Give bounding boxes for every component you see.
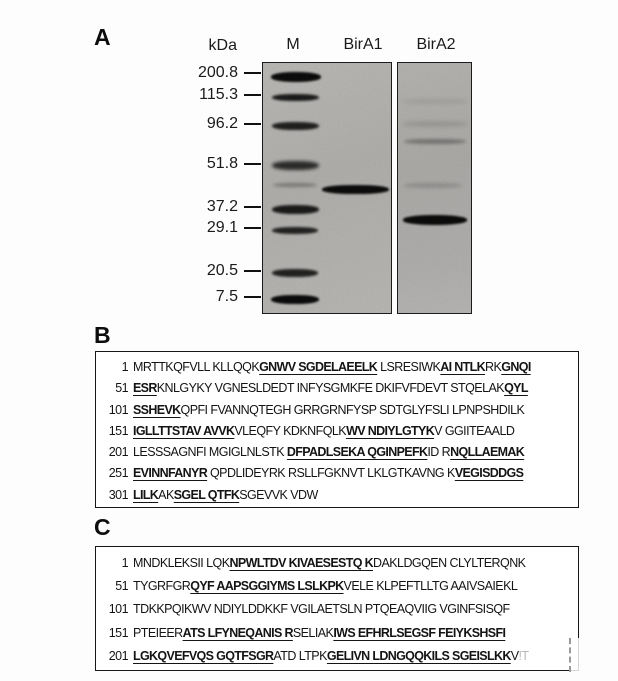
gel-band-bira2 — [402, 121, 468, 127]
sequence-segment: LSRESIWK — [377, 360, 441, 374]
sequence-text — [133, 485, 574, 506]
peptide-segment-underlined: LGKQVEFVQS GQTFSGR — [133, 648, 274, 663]
sequence-text — [133, 622, 574, 645]
marker-tick — [244, 206, 261, 208]
sequence-line — [102, 463, 574, 484]
panel-a-label: A — [94, 24, 111, 50]
residue-number: 251 — [108, 466, 128, 481]
sequence-segment: RK — [485, 360, 502, 374]
marker-row — [150, 86, 262, 104]
residue-number: 101 — [108, 402, 128, 417]
marker-tick — [244, 94, 261, 96]
peptide-segment-underlined: GELIVN LDNGQQKILS SGEISLKK — [326, 648, 511, 663]
sequence-segment: QPDLIDEYRK RSLLFGKNVT LKLGTKAVNG K — [207, 466, 455, 481]
sequence-segment: PTEIEER — [133, 625, 183, 640]
gel-band-bira2 — [404, 139, 466, 144]
peptide-segment-underlined: WV NDIYLGTYK — [346, 423, 435, 438]
marker-tick — [244, 123, 261, 125]
residue-number: 1 — [121, 556, 128, 570]
sequence-segment: LESSSAGNFI MGIGLNLSTK — [133, 445, 287, 460]
peptide-segment-underlined: NPWLTDV KIVAESESTQ K — [229, 556, 373, 570]
sequence-segment: ID R — [427, 445, 451, 460]
residue-number: 151 — [108, 625, 128, 640]
peptide-segment-underlined: ATS LFYNEQANIS R — [182, 625, 293, 640]
peptide-segment-underlined: GNWV SGDELAEELK — [259, 360, 378, 374]
gel-band-m — [272, 161, 319, 170]
sequence-line — [102, 622, 574, 645]
marker-row — [150, 198, 262, 216]
gel-lane-bira2 — [397, 62, 472, 314]
gel-band-bira2 — [403, 215, 467, 225]
residue-number: 151 — [108, 423, 128, 438]
sequence-line — [102, 442, 574, 463]
gel-band-m — [272, 122, 319, 130]
sequence-segment: AK — [158, 487, 174, 502]
sequence-line — [102, 485, 574, 506]
peptide-segment-underlined: SGEL QTFK — [173, 487, 240, 502]
marker-kda-label: 37.2 — [206, 198, 238, 215]
sequence-line — [102, 400, 574, 421]
sequence-segment: VELE KLPEFTLLTG AAIVSAIEKL — [343, 579, 518, 594]
marker-row — [150, 262, 262, 280]
gel-band-m — [271, 72, 321, 82]
marker-kda-label: 51.8 — [206, 155, 238, 172]
sequence-segment: SGEVVK VDW — [239, 487, 318, 502]
marker-kda-label: 29.1 — [206, 219, 238, 236]
marker-kda-label: 96.2 — [206, 115, 238, 132]
sequence-segment: TYGRFGR — [133, 579, 191, 594]
sequence-text — [133, 598, 574, 621]
sequence-text — [133, 645, 574, 668]
peptide-segment-underlined: ESR — [133, 381, 157, 396]
sequence-text — [133, 442, 574, 463]
sequence-text — [133, 552, 574, 575]
marker-tick — [244, 163, 261, 165]
marker-row — [150, 155, 262, 173]
residue-number: 1 — [121, 360, 128, 374]
gel-band-m — [272, 94, 319, 101]
watermark-artifact — [569, 638, 580, 672]
peptide-segment-underlined: EVINNFANYR — [133, 466, 208, 481]
residue-number: 51 — [115, 579, 128, 594]
peptide-segment-underlined: NQLLAEMAK — [450, 445, 525, 460]
residue-number: 201 — [108, 445, 128, 460]
sequence-segment: MNDKLEKSII LQK — [133, 556, 230, 570]
peptide-segment-underlined: QYF AAPSGGIYMS LSLKPK — [190, 579, 344, 594]
peptide-segment-underlined: QYL — [504, 381, 528, 396]
residue-number: 51 — [115, 381, 128, 396]
peptide-segment-underlined: IWS EFHRLSEGSF FEIYKSHSFI — [333, 625, 506, 640]
gel-band-m — [271, 295, 319, 304]
peptide-segment-underlined: DFPADLSEKA QGINPEFK — [286, 445, 428, 460]
sequence-box-bira1 — [95, 351, 579, 508]
lane-header-bira2: BirA2 — [416, 36, 456, 53]
gel-band-m — [272, 269, 318, 277]
peptide-segment-underlined: SSHEVK — [133, 402, 181, 417]
sequence-segment: TDKKPQIKWV NDIYLDDKKF VGILAETSLN PTQEAQVIIG VGINFSISQF — [133, 602, 510, 617]
gel-lane-m-bira1 — [262, 62, 392, 314]
peptide-segment-underlined: VEGISDDGS — [454, 466, 524, 481]
marker-kda-label: 20.5 — [206, 262, 238, 279]
marker-tick — [244, 72, 261, 74]
residue-number: 301 — [108, 487, 128, 502]
sequence-text — [133, 463, 574, 484]
lane-header-m: M — [286, 36, 300, 53]
sequence-segment: V GGIITEAALD — [434, 423, 515, 438]
sequence-line — [102, 598, 574, 621]
gel-band-bira1 — [322, 185, 389, 194]
sequence-text — [133, 378, 574, 399]
panel-b-label: B — [94, 322, 111, 348]
sequence-line — [102, 357, 574, 378]
marker-row — [150, 115, 262, 133]
gel-band-bira2 — [404, 183, 462, 188]
gel-band-bira2 — [402, 99, 468, 104]
sequence-text — [133, 421, 574, 442]
sequence-line — [102, 552, 574, 575]
residue-number: 201 — [108, 648, 128, 663]
marker-tick — [244, 296, 261, 298]
gel-band-m — [272, 227, 318, 234]
marker-tick — [244, 227, 261, 229]
sequence-segment: SELIAK — [292, 625, 334, 640]
sequence-segment: KNLGYKY VGNESLDEDT INFYSGMKFE DKIFVFDEVT STQELAK — [156, 381, 505, 396]
peptide-segment-underlined: IGLLTTSTAV AVVK — [133, 423, 235, 438]
gel-band-m — [273, 183, 317, 187]
sequence-line — [102, 575, 574, 598]
gel-band-m — [272, 205, 319, 214]
sequence-segment: QPFI FVANNQTEGH GRRGRNFYSP SDTGLYFSLI LPNPSHDILK — [180, 402, 525, 417]
sequence-text — [133, 575, 574, 598]
peptide-segment-underlined: GNQI — [501, 360, 531, 374]
marker-row — [150, 64, 262, 82]
marker-row — [150, 288, 262, 306]
peptide-segment-underlined: AI NTLK — [440, 360, 486, 374]
peptide-segment-underlined: LILK — [133, 487, 159, 502]
sequence-text — [133, 400, 574, 421]
sequence-text — [133, 357, 574, 378]
sequence-segment: V — [510, 648, 519, 663]
marker-kda-label: 7.5 — [215, 288, 238, 305]
lane-header-bira1: BirA1 — [343, 36, 383, 53]
sequence-segment: DAKLDGQEN CLYLTERQNK — [373, 556, 526, 570]
sequence-box-bira2 — [95, 546, 579, 671]
sequence-line — [102, 421, 574, 442]
sequence-segment: MRTTKQFVLL KLLQQK — [133, 360, 260, 374]
marker-kda-label: 200.8 — [197, 64, 238, 81]
marker-kda-label: 115.3 — [199, 86, 238, 103]
sequence-line — [102, 378, 574, 399]
sequence-segment: VLEQFY KDKNFQLK — [234, 423, 347, 438]
marker-row — [150, 219, 262, 237]
panel-c-label: C — [94, 514, 111, 540]
sequence-segment: !T — [518, 648, 529, 663]
kda-header: kDa — [208, 37, 237, 54]
sequence-segment: ATD LTPK — [273, 648, 327, 663]
sequence-line — [102, 645, 574, 668]
residue-number: 101 — [108, 602, 128, 617]
marker-tick — [244, 270, 261, 272]
